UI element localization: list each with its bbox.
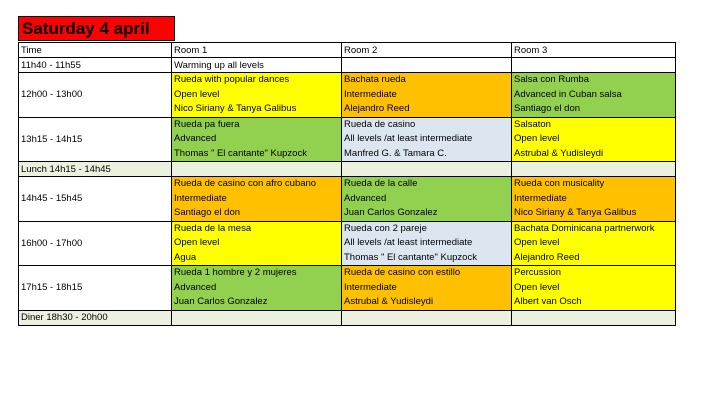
- time-cell: 16h00 - 17h00: [19, 221, 172, 266]
- header-row: [19, 43, 676, 58]
- session-title: Rueda con 2 pareje: [344, 222, 427, 234]
- session-title: Bachata rueda: [344, 74, 406, 85]
- session-cell: [512, 117, 676, 162]
- session-teacher: Agua: [174, 251, 197, 263]
- lunch-row: [19, 162, 676, 177]
- session-cell: [172, 177, 342, 222]
- session-level: Advanced: [344, 192, 387, 204]
- session-teacher: Manfred G. & Tamara C.: [344, 147, 447, 159]
- empty-cell: [512, 58, 676, 73]
- session-level: Open level: [174, 237, 220, 248]
- session-row: [19, 266, 676, 311]
- session-level: Intermediate: [344, 281, 397, 293]
- session-title: Rueda with popular dances: [174, 74, 290, 85]
- session-level: All levels /at least intermediate: [344, 133, 473, 144]
- session-row: [19, 73, 676, 118]
- session-teacher: Santiago el don: [514, 103, 581, 114]
- break-empty-cell: [342, 310, 512, 325]
- session-teacher: Thomas " El cantante" Kupzock: [344, 251, 477, 263]
- session-cell: [172, 117, 342, 162]
- session-title: Bachata Dominicana partnerwork: [514, 222, 655, 234]
- column-header: Room 1: [172, 43, 342, 58]
- break-empty-cell: [172, 162, 342, 177]
- column-header: Room 3: [512, 43, 676, 58]
- break-cell: Lunch 14h15 - 14h45: [19, 162, 172, 177]
- break-empty-cell: [512, 162, 676, 177]
- session-cell: [512, 266, 676, 311]
- time-cell: 11h40 - 11h55: [19, 58, 172, 73]
- session-level: Intermediate: [344, 88, 397, 100]
- session-title: Rueda de casino: [344, 118, 416, 130]
- session-teacher: Santiago el don: [174, 207, 241, 218]
- session-teacher: Alejandro Reed: [514, 251, 580, 263]
- break-empty-cell: [342, 162, 512, 177]
- time-cell: 17h15 - 18h15: [19, 266, 172, 311]
- session-cell: [342, 73, 512, 118]
- session-teacher: Thomas " El cantante" Kupzock: [174, 147, 307, 159]
- session-title: Rueda de la mesa: [174, 222, 252, 234]
- session-cell: [342, 177, 512, 222]
- session-teacher: Juan Carlos Gonzalez: [174, 296, 268, 307]
- session-cell: [172, 266, 342, 311]
- session-title: Rueda de la calle: [344, 178, 418, 189]
- session-cell: [172, 73, 342, 118]
- warmup-cell: Warming up all levels: [172, 58, 342, 73]
- session-title: Rueda de casino con afro cubano: [174, 178, 317, 189]
- column-header: Room 2: [342, 43, 512, 58]
- session-level: Open level: [514, 281, 560, 293]
- session-cell: [512, 73, 676, 118]
- diner-row: [19, 310, 676, 325]
- session-level: Advanced: [174, 281, 217, 293]
- empty-cell: [342, 58, 512, 73]
- time-cell: 12h00 - 13h00: [19, 73, 172, 118]
- session-row: [19, 177, 676, 222]
- session-title: Rueda pa fuera: [174, 118, 240, 130]
- session-level: Intermediate: [174, 192, 227, 204]
- session-level: Intermediate: [514, 192, 567, 204]
- session-teacher: Albert van Osch: [514, 296, 582, 307]
- session-level: All levels /at least intermediate: [344, 237, 473, 248]
- session-row: [19, 221, 676, 266]
- session-row: [19, 117, 676, 162]
- session-teacher: Juan Carlos Gonzalez: [344, 207, 438, 218]
- session-cell: [342, 117, 512, 162]
- session-title: Salsa con Rumba: [514, 74, 589, 85]
- session-title: Salsaton: [514, 118, 551, 130]
- session-cell: [342, 221, 512, 266]
- session-cell: [172, 221, 342, 266]
- session-level: Advanced: [174, 133, 217, 144]
- session-cell: [342, 266, 512, 311]
- column-header: Time: [19, 43, 172, 58]
- break-empty-cell: [512, 310, 676, 325]
- session-teacher: Astrubal & Yudisleydi: [514, 147, 604, 159]
- time-cell: 14h45 - 15h45: [19, 177, 172, 222]
- session-cell: [512, 221, 676, 266]
- session-cell: [512, 177, 676, 222]
- session-teacher: Nico Siriany & Tanya Galibus: [514, 207, 637, 218]
- warmup-row: [19, 58, 676, 73]
- session-title: Rueda de casino con estillo: [344, 267, 461, 278]
- time-cell: 13h15 - 14h15: [19, 117, 172, 162]
- page-title: Saturday 4 april: [18, 16, 175, 41]
- session-title: Percussion: [514, 267, 561, 278]
- session-title: Rueda 1 hombre y 2 mujeres: [174, 267, 297, 278]
- schedule-table: [18, 42, 676, 326]
- session-level: Open level: [174, 88, 220, 100]
- session-teacher: Nico Siriany & Tanya Galibus: [174, 103, 297, 114]
- break-empty-cell: [172, 310, 342, 325]
- session-title: Rueda con musicality: [514, 178, 605, 189]
- session-level: Advanced in Cuban salsa: [514, 88, 622, 100]
- break-cell: Diner 18h30 - 20h00: [19, 310, 172, 325]
- session-level: Open level: [514, 237, 560, 248]
- session-level: Open level: [514, 133, 560, 144]
- session-teacher: Astrubal & Yudisleydi: [344, 296, 434, 307]
- session-teacher: Alejandro Reed: [344, 103, 410, 114]
